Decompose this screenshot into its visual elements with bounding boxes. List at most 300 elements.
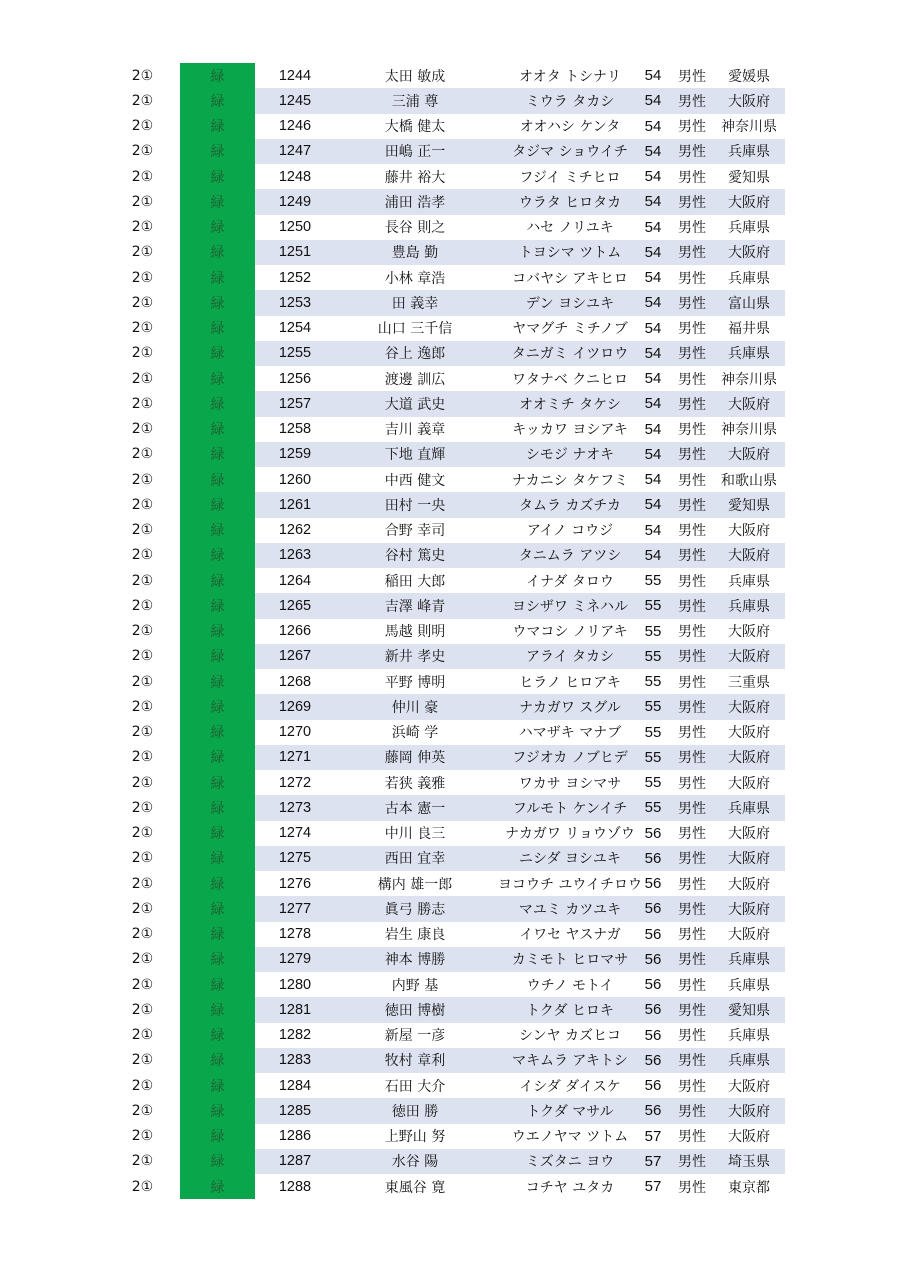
prefecture-cell: 大阪府 — [728, 699, 770, 716]
name-cell: 石田 大介 — [384, 1078, 446, 1095]
age-cell: 55 — [644, 597, 662, 615]
gender-cell: 男性 — [678, 1103, 706, 1120]
color-group-cell: 緑 — [180, 1174, 255, 1199]
color-group-cell: 緑 — [180, 972, 255, 997]
color-group-cell: 緑 — [180, 215, 255, 240]
table-row — [115, 821, 785, 846]
bib-number-cell: 1273 — [278, 799, 312, 816]
color-group-cell: 緑 — [180, 139, 255, 164]
name-kana-cell: トクダ ヒロキ — [526, 1002, 614, 1019]
name-cell: 大道 武史 — [384, 396, 446, 413]
division-cell: 2① — [131, 1102, 154, 1119]
prefecture-cell: 大阪府 — [728, 194, 770, 211]
name-cell: 中西 健文 — [384, 472, 446, 489]
gender-cell: 男性 — [678, 598, 706, 615]
bib-number-cell: 1276 — [278, 875, 312, 892]
table-row — [115, 518, 785, 543]
gender-cell: 男性 — [678, 1053, 706, 1070]
color-group-cell: 緑 — [180, 644, 255, 669]
division-cell: 2① — [131, 496, 154, 513]
name-kana-cell: フルモト ケンイチ — [512, 800, 628, 817]
bib-number-cell: 1252 — [278, 269, 312, 286]
age-cell: 54 — [644, 395, 662, 413]
name-cell: 仲川 豪 — [391, 699, 439, 716]
bib-number-cell: 1249 — [278, 193, 312, 210]
color-group-cell: 緑 — [180, 694, 255, 719]
name-kana-cell: ミズタニ ヨウ — [525, 1154, 615, 1171]
age-cell: 55 — [644, 774, 662, 792]
table-row — [115, 972, 785, 997]
division-cell: 2① — [131, 1153, 154, 1170]
bib-number-cell: 1261 — [278, 496, 312, 513]
prefecture-cell: 埼玉県 — [728, 1154, 770, 1171]
name-kana-cell: ナカガワ スグル — [519, 699, 621, 716]
gender-cell: 男性 — [678, 1078, 706, 1095]
prefecture-cell: 大阪府 — [728, 245, 770, 262]
gender-cell: 男性 — [678, 472, 706, 489]
gender-cell: 男性 — [678, 270, 706, 287]
division-cell: 2① — [131, 951, 154, 968]
table-row — [115, 669, 785, 694]
prefecture-cell: 大阪府 — [728, 725, 770, 742]
prefecture-cell: 富山県 — [728, 295, 770, 312]
table-row — [115, 922, 785, 947]
name-cell: 渡邊 訓広 — [384, 371, 446, 388]
name-kana-cell: オオタ トシナリ — [518, 68, 622, 85]
prefecture-cell: 神奈川県 — [721, 119, 777, 136]
age-cell: 56 — [644, 875, 662, 893]
color-group-cell: 緑 — [180, 417, 255, 442]
gender-cell: 男性 — [678, 775, 706, 792]
table-row — [115, 871, 785, 896]
table-row — [115, 1073, 785, 1098]
gender-cell: 男性 — [678, 548, 706, 565]
name-kana-cell: フジイ ミチヒロ — [519, 169, 621, 186]
gender-cell: 男性 — [678, 851, 706, 868]
bib-number-cell: 1280 — [278, 976, 312, 993]
division-cell: 2① — [131, 244, 154, 261]
division-cell: 2① — [131, 118, 154, 135]
table-row — [115, 341, 785, 366]
table-row — [115, 947, 785, 972]
color-group-cell: 緑 — [180, 1023, 255, 1048]
color-group-cell: 緑 — [180, 366, 255, 391]
prefecture-cell: 兵庫県 — [728, 952, 770, 969]
color-group-cell: 緑 — [180, 871, 255, 896]
color-group-cell: 緑 — [180, 947, 255, 972]
table-row — [115, 366, 785, 391]
name-cell: 岩生 康良 — [384, 927, 446, 944]
gender-cell: 男性 — [678, 725, 706, 742]
division-cell: 2① — [131, 1052, 154, 1069]
table-row — [115, 114, 785, 139]
prefecture-cell: 大阪府 — [728, 396, 770, 413]
bib-number-cell: 1251 — [278, 244, 312, 261]
name-cell: 太田 敏成 — [384, 68, 446, 85]
gender-cell: 男性 — [678, 1028, 706, 1045]
age-cell: 54 — [644, 319, 662, 337]
prefecture-cell: 神奈川県 — [721, 371, 777, 388]
bib-number-cell: 1269 — [278, 698, 312, 715]
age-cell: 54 — [644, 445, 662, 463]
age-cell: 57 — [644, 1152, 662, 1170]
gender-cell: 男性 — [678, 826, 706, 843]
name-cell: 山口 三千信 — [377, 321, 453, 338]
division-cell: 2① — [131, 1077, 154, 1094]
bib-number-cell: 1286 — [278, 1128, 312, 1145]
name-cell: 若狭 義雅 — [384, 775, 446, 792]
color-group-cell: 緑 — [180, 164, 255, 189]
color-group-cell: 緑 — [180, 568, 255, 593]
gender-cell: 男性 — [678, 346, 706, 363]
gender-cell: 男性 — [678, 674, 706, 691]
name-cell: 内野 基 — [391, 977, 439, 994]
table-row — [115, 139, 785, 164]
division-cell: 2① — [131, 395, 154, 412]
color-group-cell: 緑 — [180, 543, 255, 568]
bib-number-cell: 1265 — [278, 597, 312, 614]
division-cell: 2① — [131, 648, 154, 665]
name-kana-cell: タニガミ イツロウ — [511, 346, 629, 363]
age-cell: 54 — [644, 496, 662, 514]
name-kana-cell: タニムラ アツシ — [518, 548, 622, 565]
table-row — [115, 1098, 785, 1123]
bib-number-cell: 1282 — [278, 1027, 312, 1044]
table-row — [115, 290, 785, 315]
table-row — [115, 568, 785, 593]
bib-number-cell: 1248 — [278, 168, 312, 185]
name-kana-cell: タムラ カズチカ — [519, 497, 621, 514]
division-cell: 2① — [131, 471, 154, 488]
division-cell: 2① — [131, 976, 154, 993]
prefecture-cell: 和歌山県 — [721, 472, 777, 489]
gender-cell: 男性 — [678, 497, 706, 514]
name-cell: 中川 良三 — [384, 826, 446, 843]
division-cell: 2① — [131, 1128, 154, 1145]
name-kana-cell: ウマコシ ノリアキ — [512, 624, 628, 641]
prefecture-cell: 大阪府 — [728, 876, 770, 893]
color-group-cell: 緑 — [180, 391, 255, 416]
bib-number-cell: 1272 — [278, 774, 312, 791]
age-cell: 56 — [644, 1001, 662, 1019]
color-group-cell: 緑 — [180, 290, 255, 315]
color-group-cell: 緑 — [180, 669, 255, 694]
name-kana-cell: アライ タカシ — [525, 649, 615, 666]
prefecture-cell: 大阪府 — [728, 548, 770, 565]
bib-number-cell: 1253 — [278, 294, 312, 311]
gender-cell: 男性 — [678, 750, 706, 767]
table-row — [115, 417, 785, 442]
gender-cell: 男性 — [678, 1129, 706, 1146]
name-cell: 稲田 大郎 — [384, 573, 446, 590]
bib-number-cell: 1284 — [278, 1077, 312, 1094]
bib-number-cell: 1288 — [278, 1178, 312, 1195]
gender-cell: 男性 — [678, 624, 706, 641]
name-cell: 田嶋 正一 — [384, 144, 446, 161]
name-cell: 長谷 則之 — [384, 220, 446, 237]
age-cell: 57 — [644, 1127, 662, 1145]
age-cell: 54 — [644, 117, 662, 135]
name-kana-cell: ミウラ タカシ — [525, 93, 615, 110]
name-cell: 吉川 義章 — [384, 422, 446, 439]
color-group-cell: 緑 — [180, 593, 255, 618]
name-kana-cell: コバヤシ アキヒロ — [512, 270, 628, 287]
age-cell: 56 — [644, 824, 662, 842]
division-cell: 2① — [131, 92, 154, 109]
gender-cell: 男性 — [678, 952, 706, 969]
color-group-cell: 緑 — [180, 1073, 255, 1098]
age-cell: 56 — [644, 925, 662, 943]
prefecture-cell: 大阪府 — [728, 649, 770, 666]
gender-cell: 男性 — [678, 144, 706, 161]
name-cell: 谷上 逸郎 — [384, 346, 446, 363]
name-cell: 豊島 勤 — [391, 245, 439, 262]
prefecture-cell: 兵庫県 — [728, 598, 770, 615]
color-group-cell: 緑 — [180, 1124, 255, 1149]
gender-cell: 男性 — [678, 800, 706, 817]
age-cell: 54 — [644, 294, 662, 312]
gender-cell: 男性 — [678, 1154, 706, 1171]
name-kana-cell: ナカガワ リョウゾウ — [505, 826, 635, 843]
age-cell: 54 — [644, 420, 662, 438]
name-kana-cell: ハセ ノリユキ — [526, 220, 614, 237]
name-cell: 新井 孝史 — [384, 649, 446, 666]
name-cell: 西田 宜幸 — [384, 851, 446, 868]
name-cell: 平野 博明 — [384, 674, 446, 691]
color-group-cell: 緑 — [180, 922, 255, 947]
color-group-cell: 緑 — [180, 265, 255, 290]
age-cell: 55 — [644, 622, 662, 640]
name-cell: 浜崎 学 — [391, 725, 439, 742]
prefecture-cell: 福井県 — [728, 321, 770, 338]
name-kana-cell: マユミ カツユキ — [518, 901, 622, 918]
name-kana-cell: タジマ ショウイチ — [512, 144, 628, 161]
name-cell: 馬越 則明 — [384, 624, 446, 641]
age-cell: 57 — [644, 1178, 662, 1196]
age-cell: 56 — [644, 976, 662, 994]
color-group-cell: 緑 — [180, 619, 255, 644]
prefecture-cell: 兵庫県 — [728, 977, 770, 994]
gender-cell: 男性 — [678, 194, 706, 211]
gender-cell: 男性 — [678, 371, 706, 388]
name-cell: 田 義幸 — [391, 295, 439, 312]
gender-cell: 男性 — [678, 220, 706, 237]
roster-table — [115, 63, 785, 1199]
name-kana-cell: ナカニシ タケフミ — [511, 472, 629, 489]
age-cell: 56 — [644, 1102, 662, 1120]
age-cell: 55 — [644, 698, 662, 716]
bib-number-cell: 1287 — [278, 1153, 312, 1170]
name-cell: 浦田 浩孝 — [384, 194, 446, 211]
color-group-cell: 緑 — [180, 341, 255, 366]
name-kana-cell: カミモト ヒロマサ — [511, 952, 629, 969]
division-cell: 2① — [131, 774, 154, 791]
name-cell: 上野山 努 — [384, 1129, 446, 1146]
division-cell: 2① — [131, 294, 154, 311]
prefecture-cell: 兵庫県 — [728, 346, 770, 363]
name-kana-cell: オオハシ ケンタ — [519, 119, 621, 136]
bib-number-cell: 1245 — [278, 92, 312, 109]
color-group-cell: 緑 — [180, 189, 255, 214]
division-cell: 2① — [131, 219, 154, 236]
bib-number-cell: 1270 — [278, 724, 312, 741]
gender-cell: 男性 — [678, 1002, 706, 1019]
division-cell: 2① — [131, 168, 154, 185]
age-cell: 54 — [644, 546, 662, 564]
bib-number-cell: 1247 — [278, 143, 312, 160]
prefecture-cell: 愛知県 — [728, 497, 770, 514]
color-group-cell: 緑 — [180, 114, 255, 139]
division-cell: 2① — [131, 446, 154, 463]
gender-cell: 男性 — [678, 927, 706, 944]
name-kana-cell: ワタナベ クニヒロ — [511, 371, 629, 388]
bib-number-cell: 1285 — [278, 1102, 312, 1119]
prefecture-cell: 愛媛県 — [728, 68, 770, 85]
division-cell: 2① — [131, 269, 154, 286]
name-cell: 徳田 博樹 — [384, 1002, 446, 1019]
prefecture-cell: 大阪府 — [728, 851, 770, 868]
name-cell: 藤岡 伸英 — [384, 750, 446, 767]
table-row — [115, 543, 785, 568]
color-group-cell: 緑 — [180, 770, 255, 795]
division-cell: 2① — [131, 370, 154, 387]
bib-number-cell: 1244 — [278, 67, 312, 84]
name-cell: 眞弓 勝志 — [384, 901, 446, 918]
name-kana-cell: トクダ マサル — [526, 1103, 614, 1120]
table-row — [115, 391, 785, 416]
prefecture-cell: 愛知県 — [728, 169, 770, 186]
prefecture-cell: 大阪府 — [728, 624, 770, 641]
prefecture-cell: 神奈川県 — [721, 422, 777, 439]
gender-cell: 男性 — [678, 1179, 706, 1196]
table-row — [115, 63, 785, 88]
name-cell: 合野 幸司 — [384, 523, 446, 540]
age-cell: 54 — [644, 269, 662, 287]
table-row — [115, 795, 785, 820]
prefecture-cell: 兵庫県 — [728, 573, 770, 590]
gender-cell: 男性 — [678, 396, 706, 413]
color-group-cell: 緑 — [180, 518, 255, 543]
color-group-cell: 緑 — [180, 88, 255, 113]
gender-cell: 男性 — [678, 447, 706, 464]
division-cell: 2① — [131, 673, 154, 690]
prefecture-cell: 大阪府 — [728, 1129, 770, 1146]
age-cell: 54 — [644, 142, 662, 160]
division-cell: 2① — [131, 67, 154, 84]
bib-number-cell: 1262 — [278, 522, 312, 539]
gender-cell: 男性 — [678, 119, 706, 136]
age-cell: 55 — [644, 723, 662, 741]
name-kana-cell: アイノ コウジ — [526, 523, 614, 540]
prefecture-cell: 愛知県 — [728, 1002, 770, 1019]
name-kana-cell: ヨシザワ ミネハル — [511, 598, 629, 615]
table-row — [115, 189, 785, 214]
table-row — [115, 644, 785, 669]
gender-cell: 男性 — [678, 68, 706, 85]
age-cell: 55 — [644, 799, 662, 817]
name-kana-cell: デン ヨシユキ — [525, 295, 615, 312]
color-group-cell: 緑 — [180, 442, 255, 467]
bib-number-cell: 1256 — [278, 370, 312, 387]
age-cell: 54 — [644, 471, 662, 489]
name-kana-cell: シモジ ナオキ — [525, 447, 615, 464]
color-group-cell: 緑 — [180, 821, 255, 846]
bib-number-cell: 1267 — [278, 648, 312, 665]
division-cell: 2① — [131, 1001, 154, 1018]
prefecture-cell: 大阪府 — [728, 901, 770, 918]
bib-number-cell: 1259 — [278, 446, 312, 463]
table-row — [115, 88, 785, 113]
name-kana-cell: トヨシマ ツトム — [518, 245, 622, 262]
division-cell: 2① — [131, 900, 154, 917]
bib-number-cell: 1246 — [278, 118, 312, 135]
color-group-cell: 緑 — [180, 1098, 255, 1123]
color-group-cell: 緑 — [180, 492, 255, 517]
division-cell: 2① — [131, 1027, 154, 1044]
prefecture-cell: 東京都 — [728, 1179, 770, 1196]
gender-cell: 男性 — [678, 422, 706, 439]
gender-cell: 男性 — [678, 901, 706, 918]
gender-cell: 男性 — [678, 573, 706, 590]
bib-number-cell: 1257 — [278, 395, 312, 412]
name-kana-cell: ニシダ ヨシユキ — [519, 851, 621, 868]
bib-number-cell: 1279 — [278, 951, 312, 968]
gender-cell: 男性 — [678, 649, 706, 666]
table-row — [115, 745, 785, 770]
table-row — [115, 1023, 785, 1048]
color-group-cell: 緑 — [180, 795, 255, 820]
prefecture-cell: 大阪府 — [728, 1078, 770, 1095]
name-cell: 吉澤 峰青 — [384, 598, 446, 615]
name-cell: 三浦 尊 — [391, 93, 439, 110]
gender-cell: 男性 — [678, 245, 706, 262]
color-group-cell: 緑 — [180, 720, 255, 745]
color-group-cell: 緑 — [180, 240, 255, 265]
age-cell: 56 — [644, 1026, 662, 1044]
name-kana-cell: ヤマグチ ミチノブ — [512, 321, 628, 338]
bib-number-cell: 1258 — [278, 421, 312, 438]
prefecture-cell: 兵庫県 — [728, 1053, 770, 1070]
color-group-cell: 緑 — [180, 467, 255, 492]
table-row — [115, 846, 785, 871]
name-kana-cell: ウチノ モトイ — [526, 977, 614, 994]
table-row — [115, 492, 785, 517]
age-cell: 54 — [644, 218, 662, 236]
gender-cell: 男性 — [678, 876, 706, 893]
color-group-cell: 緑 — [180, 1048, 255, 1073]
name-kana-cell: イシダ ダイスケ — [519, 1078, 621, 1095]
gender-cell: 男性 — [678, 169, 706, 186]
name-kana-cell: マキムラ アキトシ — [512, 1053, 628, 1070]
color-group-cell: 緑 — [180, 997, 255, 1022]
bib-number-cell: 1260 — [278, 471, 312, 488]
age-cell: 54 — [644, 521, 662, 539]
bib-number-cell: 1274 — [278, 825, 312, 842]
name-kana-cell: ワカサ ヨシマサ — [518, 775, 622, 792]
name-cell: 古本 憲一 — [384, 800, 446, 817]
age-cell: 54 — [644, 168, 662, 186]
division-cell: 2① — [131, 572, 154, 589]
name-cell: 下地 直輝 — [384, 447, 446, 464]
gender-cell: 男性 — [678, 523, 706, 540]
prefecture-cell: 大阪府 — [728, 826, 770, 843]
bib-number-cell: 1278 — [278, 926, 312, 943]
age-cell: 56 — [644, 900, 662, 918]
age-cell: 54 — [644, 344, 662, 362]
table-row — [115, 215, 785, 240]
gender-cell: 男性 — [678, 93, 706, 110]
age-cell: 54 — [644, 92, 662, 110]
